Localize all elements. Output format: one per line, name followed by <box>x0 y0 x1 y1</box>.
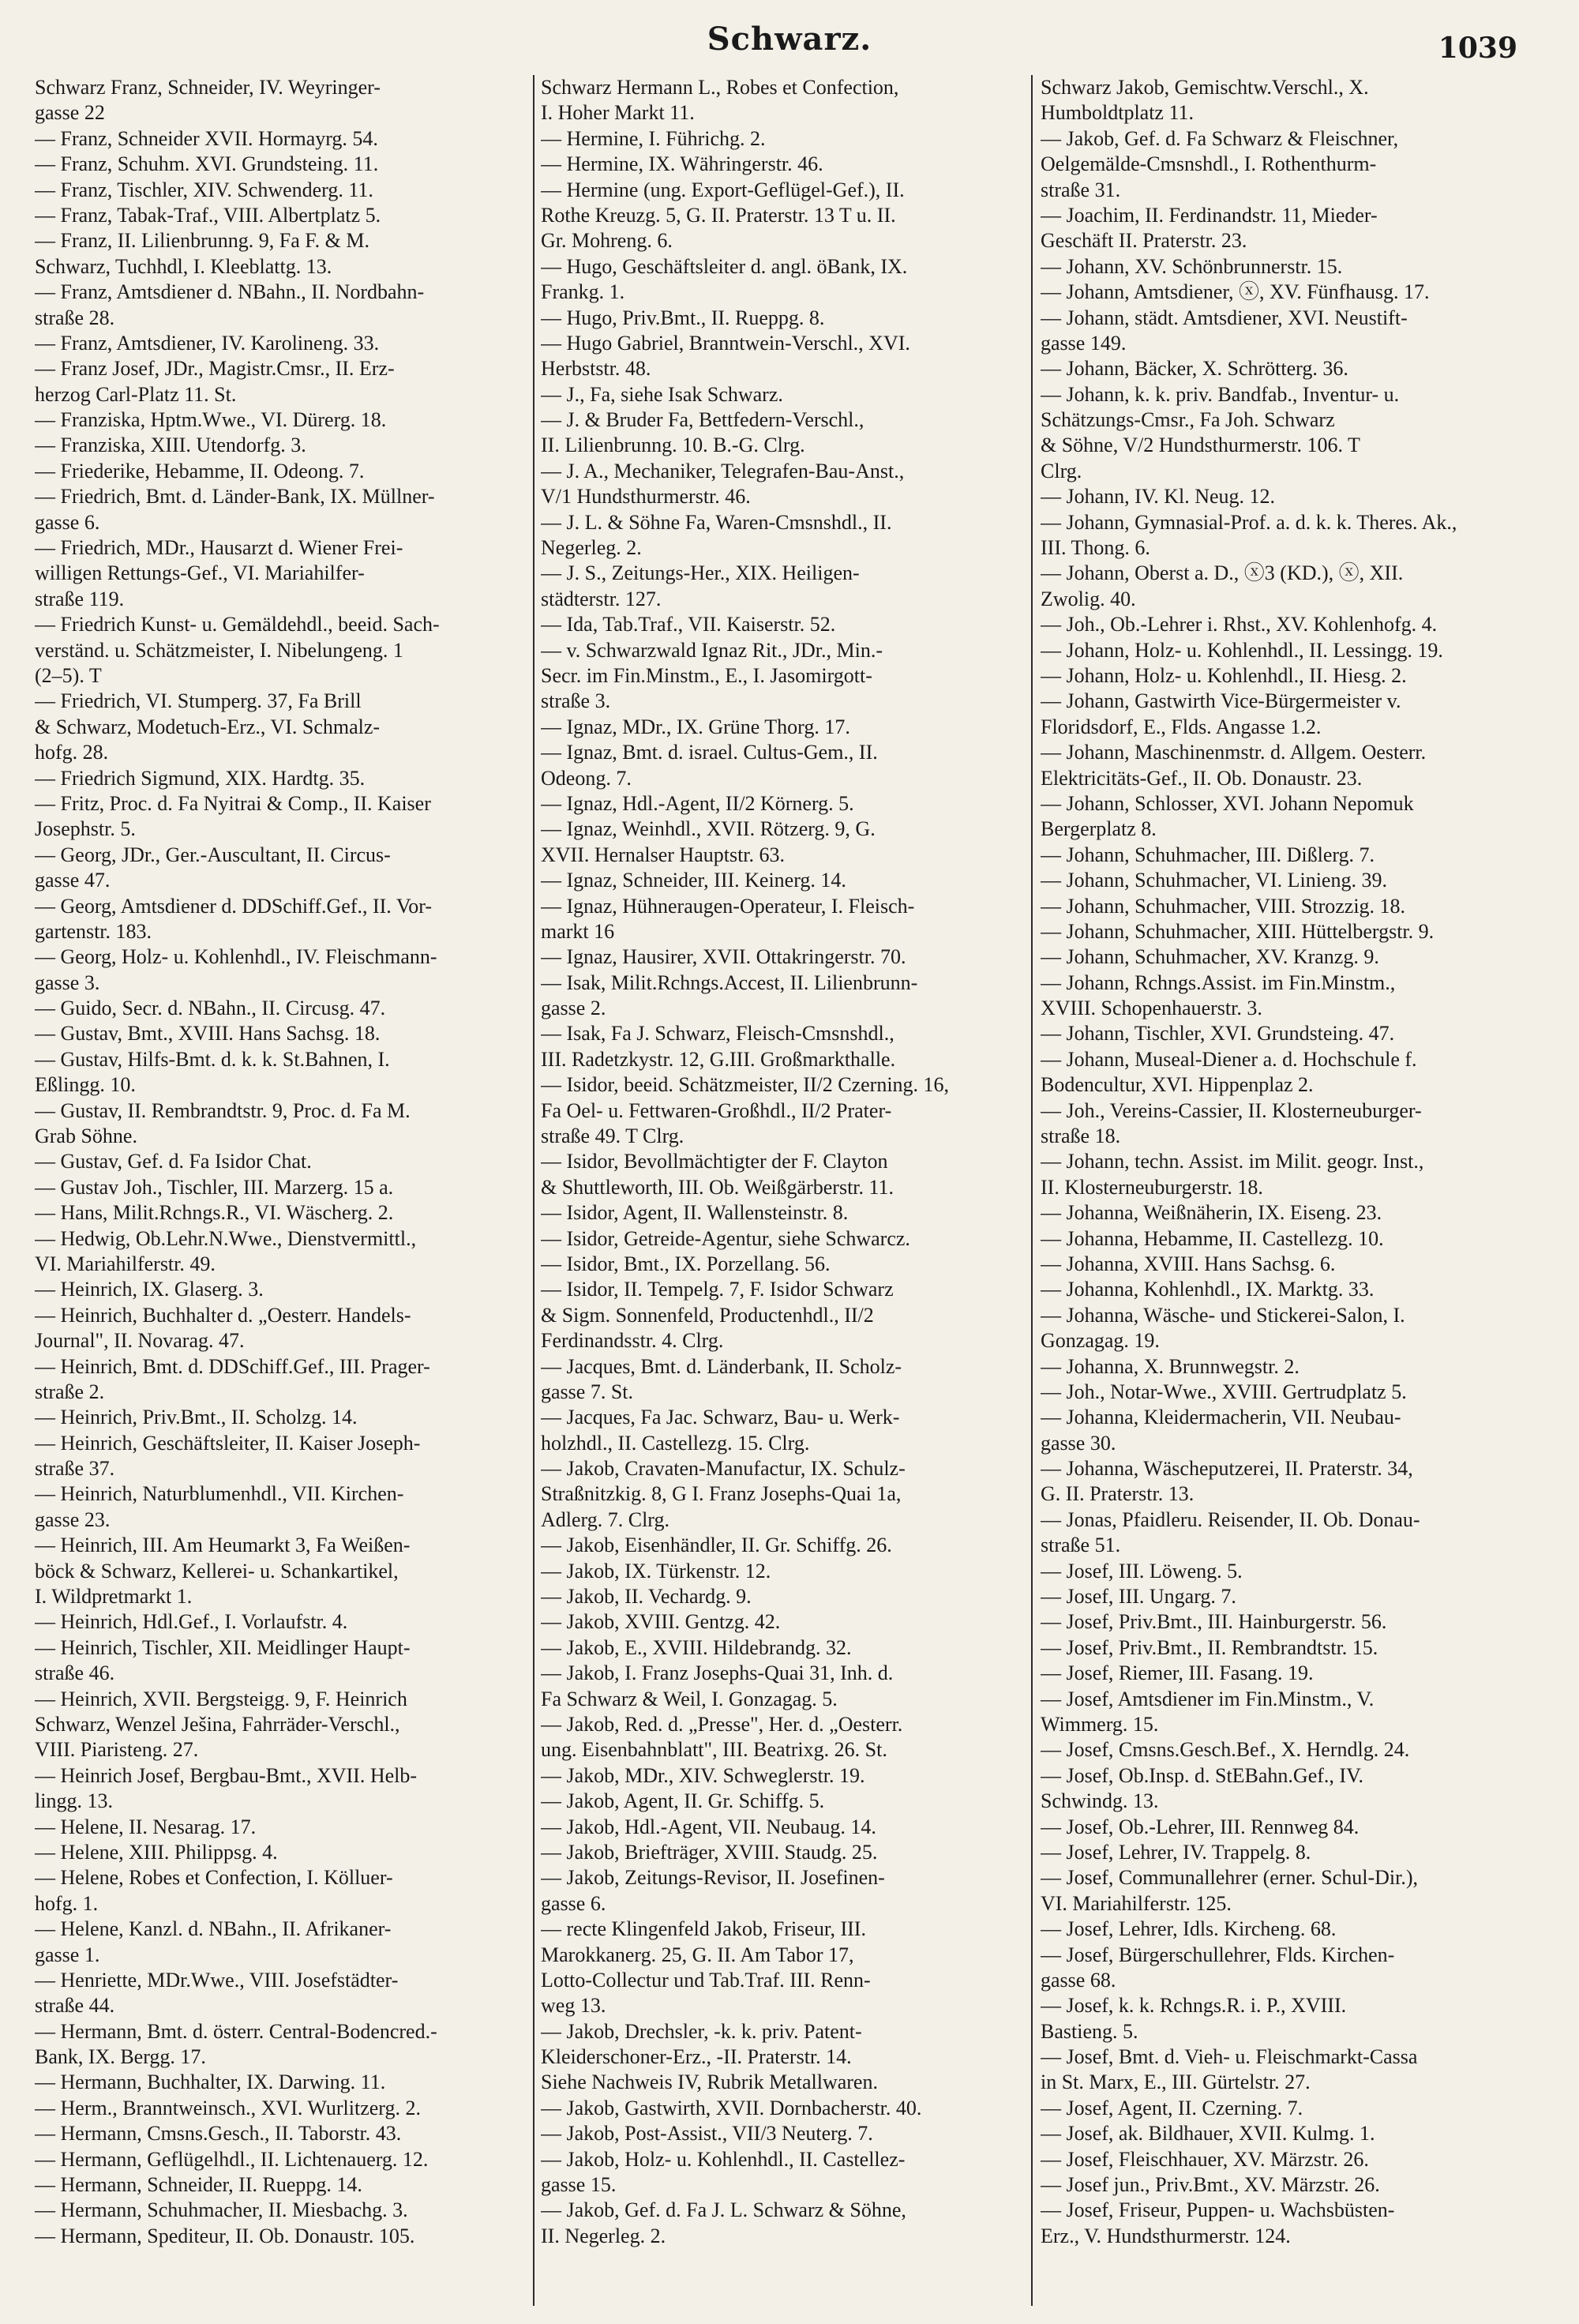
directory-entry-line: — v. Schwarzwald Ignaz Rit., JDr., Min.- <box>541 638 883 662</box>
directory-entry-line: — Franz Josef, JDr., Magistr.Cmsr., II. Erz- <box>35 357 395 381</box>
directory-entry-line: — Josef, III. Ungarg. 7. <box>1041 1585 1236 1609</box>
directory-entry-line: — Ida, Tab.Traf., VII. Kaiserstr. 52. <box>541 613 836 636</box>
directory-entry-line: Grab Söhne. <box>35 1124 137 1148</box>
directory-column-2 <box>541 75 1040 2306</box>
directory-entry-line: — Josef, Lehrer, Idls. Kircheng. 68. <box>1041 1917 1337 1941</box>
directory-entry-line: — Heinrich, Buchhalter d. „Oesterr. Handels- <box>35 1303 411 1327</box>
directory-entry-line: — Ignaz, Schneider, III. Keinerg. 14. <box>541 869 846 892</box>
page-header-title: Schwarz. <box>707 21 872 58</box>
directory-entry-line: II. Klosterneuburgerstr. 18. <box>1041 1175 1263 1199</box>
directory-entry-line: — Johann, IV. Kl. Neug. 12. <box>1041 485 1276 509</box>
directory-entry-line: — Jakob, Drechsler, -k. k. priv. Patent- <box>541 2019 862 2043</box>
directory-entry-line: Josephstr. 5. <box>35 817 136 841</box>
directory-entry-line: Schwindg. 13. <box>1041 1789 1159 1813</box>
directory-entry-line: — Helene, XIII. Philippsg. 4. <box>35 1840 278 1864</box>
directory-entry-line: Oelgemälde-Cmsnshdl., I. Rothenthurm- <box>1041 152 1377 176</box>
directory-entry-line: — Josef, Cmsns.Gesch.Bef., X. Herndlg. 24. <box>1041 1738 1410 1762</box>
directory-entry-line: straße 3. <box>541 689 611 713</box>
directory-entry-line: — J. A., Mechaniker, Telegrafen-Bau-Anst., <box>541 459 905 482</box>
directory-entry-line: Humboldtplatz 11. <box>1041 101 1195 125</box>
directory-entry-line: — Johann, Holz- u. Kohlenhdl., II. Lessingg. 19. <box>1041 638 1443 662</box>
directory-entry-line: — Herm., Branntweinsch., XVI. Wurlitzerg. 2. <box>35 2096 421 2119</box>
directory-entry-line: — Joachim, II. Ferdinandstr. 11, Mieder- <box>1041 203 1378 227</box>
directory-entry-line: — Johann, Maschinenmstr. d. Allgem. Oesterr. <box>1041 741 1427 764</box>
directory-entry-line: — Jakob, Cravaten-Manufactur, IX. Schulz- <box>541 1457 906 1481</box>
directory-entry-line: — Heinrich, XVII. Bergsteigg. 9, F. Heinrich <box>35 1687 407 1710</box>
directory-entry-line: — Jakob, I. Franz Josephs-Quai 31, Inh. d. <box>541 1661 894 1685</box>
directory-entry-line: — Jacques, Bmt. d. Länderbank, II. Scholz- <box>541 1354 902 1378</box>
directory-entry-line: — Hermann, Spediteur, II. Ob. Donaustr. 105. <box>35 2224 415 2247</box>
directory-entry-line: gasse 47. <box>35 869 111 892</box>
directory-entry-line: straße 31. <box>1041 178 1121 201</box>
directory-entry-line: Schwarz Franz, Schneider, IV. Weyringer- <box>35 76 381 99</box>
directory-entry-line: — Isidor, II. Tempelg. 7, F. Isidor Schwarz <box>541 1278 894 1301</box>
directory-entry-line: — Gustav, Bmt., XVIII. Hans Sachsg. 18. <box>35 1022 381 1046</box>
directory-entry-line: II. Lilienbrunng. 10. B.-G. Clrg. <box>541 434 805 457</box>
directory-entry-line: verständ. u. Schätzmeister, I. Nibelungeng. 1 <box>35 638 403 662</box>
directory-entry-line: Eßlingg. 10. <box>35 1073 136 1097</box>
directory-entry-line: — Jakob, Briefträger, XVIII. Staudg. 25. <box>541 1840 878 1864</box>
directory-entry-line: — Hermann, Schneider, II. Rueppg. 14. <box>35 2173 362 2197</box>
directory-entry-line: — Franziska, Hptm.Wwe., VI. Dürerg. 18. <box>35 408 387 432</box>
directory-entry-line: — Fritz, Proc. d. Fa Nyitrai & Comp., II. Kaiser <box>35 791 431 815</box>
directory-entry-line: gasse 2. <box>541 997 606 1020</box>
directory-entry-line: — Ignaz, Weinhdl., XVII. Rötzerg. 9, G. <box>541 817 876 841</box>
directory-entry-line: weg 13. <box>541 1994 606 2018</box>
directory-entry-line: — Hedwig, Ob.Lehr.N.Wwe., Dienstvermittl., <box>35 1226 417 1250</box>
directory-entry-line: — Jakob, Holz- u. Kohlenhdl., II. Castellez- <box>541 2147 906 2171</box>
directory-entry-line: hofg. 1. <box>35 1891 99 1915</box>
directory-entry-line: Marokkanerg. 25, G. II. Am Tabor 17, <box>541 1943 854 1966</box>
directory-entry-line: Clrg. <box>1041 459 1082 482</box>
directory-entry-line: — Jakob, Eisenhändler, II. Gr. Schiffg. 26. <box>541 1534 892 1557</box>
directory-entry-line: — Helene, Robes et Confection, I. Kölluer- <box>35 1866 393 1890</box>
directory-entry-line: — Josef, Bürgerschullehrer, Flds. Kirchen- <box>1041 1943 1395 1966</box>
directory-entry-line: — Josef, ak. Bildhauer, XVII. Kulmg. 1. <box>1041 2122 1375 2146</box>
directory-entry-line: Bank, IX. Bergg. 17. <box>35 2045 206 2069</box>
directory-entry-line: I. Hoher Markt 11. <box>541 101 695 125</box>
directory-entry-line: — Johann, Schuhmacher, III. Dißlerg. 7. <box>1041 843 1375 866</box>
directory-entry-line: — Friedrich, MDr., Hausarzt d. Wiener Frei- <box>35 536 403 560</box>
directory-entry-line: Bastieng. 5. <box>1041 2019 1138 2043</box>
directory-entry-line: — Franz, Tabak-Traf., VIII. Albertplatz 5. <box>35 203 381 227</box>
directory-entry-line: — Friedrich, VI. Stumperg. 37, Fa Brill <box>35 689 362 713</box>
directory-entry-line: — Heinrich, IX. Glaserg. 3. <box>35 1278 264 1301</box>
directory-entry-line: Zwolig. 40. <box>1041 587 1136 610</box>
directory-entry-line: — Georg, Amtsdiener d. DDSchiff.Gef., II. Vor- <box>35 894 433 918</box>
directory-entry-line: — Johann, Holz- u. Kohlenhdl., II. Hiesg. 2. <box>1041 663 1407 687</box>
directory-entry-line: — Johann, Schuhmacher, XIII. Hüttelbergstr. 9. <box>1041 919 1435 943</box>
directory-entry-line: — Jakob, Agent, II. Gr. Schiffg. 5. <box>541 1789 825 1813</box>
directory-entry-line: — Franz, Schneider XVII. Hormayrg. 54. <box>35 126 378 150</box>
directory-entry-line: — Hermine, IX. Währingerstr. 46. <box>541 152 823 176</box>
directory-entry-line: — Jakob, Post-Assist., VII/3 Neuterg. 7. <box>541 2122 873 2146</box>
directory-entry-line: ung. Eisenbahnblatt", III. Beatrixg. 26. St. <box>541 1738 887 1762</box>
directory-entry-line: — Jakob, Zeitungs-Revisor, II. Josefinen- <box>541 1866 885 1890</box>
directory-entry-line: — Johann, Tischler, XVI. Grundsteing. 47. <box>1041 1022 1395 1046</box>
directory-entry-line: & Söhne, V/2 Hundsthurmerstr. 106. T <box>1041 434 1360 457</box>
directory-entry-line: VIII. Piaristeng. 27. <box>35 1738 199 1762</box>
directory-entry-line: Geschäft II. Praterstr. 23. <box>1041 229 1247 253</box>
directory-entry-line: — Johann, Museal-Diener a. d. Hochschule f. <box>1041 1047 1417 1071</box>
directory-entry-line: V/1 Hundsthurmerstr. 46. <box>541 485 751 509</box>
directory-entry-line: Elektricitäts-Gef., II. Ob. Donaustr. 23. <box>1041 766 1363 790</box>
directory-entry-line: — Georg, JDr., Ger.-Auscultant, II. Circus- <box>35 843 391 866</box>
directory-entry-line: herzog Carl-Platz 11. St. <box>35 382 237 406</box>
directory-entry-line: — Joh., Ob.-Lehrer i. Rhst., XV. Kohlenhofg. 4. <box>1041 613 1438 636</box>
directory-entry-line: — Josef, Ob.Insp. d. StEBahn.Gef., IV. <box>1041 1763 1363 1787</box>
directory-entry-line: — Jakob, II. Vechardg. 9. <box>541 1585 752 1609</box>
directory-entry-line: — Johann, Schuhmacher, VIII. Strozzig. 18. <box>1041 894 1406 918</box>
directory-entry-line: — Franz, Amtsdiener, IV. Karolineng. 33. <box>35 331 380 355</box>
directory-entry-line: — Franz, II. Lilienbrunng. 9, Fa F. & M. <box>35 229 369 253</box>
directory-entry-line: — Hermine (ung. Export-Geflügel-Gef.), II. <box>541 178 905 201</box>
directory-entry-line: — Josef, Riemer, III. Fasang. 19. <box>1041 1661 1314 1685</box>
directory-entry-line: — Isidor, Bevollmächtigter der F. Clayton <box>541 1150 888 1173</box>
directory-entry-line: — Ignaz, Bmt. d. israel. Cultus-Gem., II. <box>541 741 878 764</box>
directory-entry-line: gasse 149. <box>1041 331 1127 355</box>
directory-entry-line: — Gustav, II. Rembrandtstr. 9, Proc. d. Fa M. <box>35 1098 411 1122</box>
directory-entry-line: — Johann, k. k. priv. Bandfab., Inventur- u. <box>1041 382 1400 406</box>
directory-entry-line: straße 28. <box>35 306 115 329</box>
directory-entry-line: G. II. Praterstr. 13. <box>1041 1482 1195 1506</box>
directory-entry-line: straße 49. T Clrg. <box>541 1124 684 1148</box>
directory-entry-line: Secr. im Fin.Minstm., E., I. Jasomirgott- <box>541 663 872 687</box>
directory-entry-line: gasse 30. <box>1041 1431 1116 1455</box>
directory-entry-line: & Sigm. Sonnenfeld, Productenhdl., II/2 <box>541 1303 874 1327</box>
directory-column-3 <box>1041 75 1562 2306</box>
directory-entry-line: — Johanna, Wäsche- und Stickerei-Salon, I. <box>1041 1303 1405 1327</box>
directory-entry-line: — Isidor, Bmt., IX. Porzellang. 56. <box>541 1252 831 1275</box>
directory-entry-line: Adlerg. 7. Clrg. <box>541 1507 669 1531</box>
directory-entry-line: VI. Mariahilferstr. 125. <box>1041 1891 1232 1915</box>
directory-entry-line: Straßnitzkig. 8, G I. Franz Josephs-Quai 1a, <box>541 1482 902 1506</box>
directory-entry-line: städterstr. 127. <box>541 587 662 610</box>
directory-entry-line: — Heinrich, III. Am Heumarkt 3, Fa Weißen- <box>35 1534 411 1557</box>
directory-entry-line: straße 44. <box>35 1994 115 2018</box>
directory-entry-line: — Josef, Fleischhauer, XV. Märzstr. 26. <box>1041 2147 1369 2171</box>
directory-entry-line: — Joh., Vereins-Cassier, II. Klosterneuburger- <box>1041 1098 1422 1122</box>
directory-entry-line: — Heinrich Josef, Bergbau-Bmt., XVII. Helb- <box>35 1763 418 1787</box>
directory-entry-line: — Isidor, Agent, II. Wallensteinstr. 8. <box>541 1201 849 1225</box>
directory-entry-line: — Josef, Communallehrer (erner. Schul-Dir.), <box>1041 1866 1418 1890</box>
directory-entry-line: — J. L. & Söhne Fa, Waren-Cmsnshdl., II. <box>541 510 892 534</box>
directory-entry-line: straße 37. <box>35 1457 115 1481</box>
directory-entry-line: Ferdinandsstr. 4. Clrg. <box>541 1329 724 1353</box>
directory-entry-line: — Friederike, Hebamme, II. Odeong. 7. <box>35 459 365 482</box>
directory-entry-line: gasse 3. <box>35 971 100 994</box>
directory-entry-line: — Johann, techn. Assist. im Milit. geogr. Inst., <box>1041 1150 1424 1173</box>
directory-entry-line: — Franziska, XIII. Utendorfg. 3. <box>35 434 306 457</box>
directory-entry-line: Schwarz Jakob, Gemischtw.Verschl., X. <box>1041 76 1369 99</box>
directory-entry-line: — Isidor, Getreide-Agentur, siehe Schwarcz. <box>541 1226 910 1250</box>
directory-entry-line: straße 18. <box>1041 1124 1121 1148</box>
directory-entry-line: straße 2. <box>35 1380 105 1403</box>
directory-entry-line: — Heinrich, Naturblumenhdl., VII. Kirchen- <box>35 1482 404 1506</box>
directory-entry-line: — Hugo, Geschäftsleiter d. angl. öBank, IX. <box>541 254 908 278</box>
directory-entry-line: — Jonas, Pfaidleru. Reisender, II. Ob. Donau- <box>1041 1507 1420 1531</box>
directory-entry-line: III. Radetzkystr. 12, G.III. Großmarkthalle. <box>541 1047 896 1071</box>
directory-entry-line: Erz., V. Hundsthurmerstr. 124. <box>1041 2224 1291 2247</box>
page-number: 1039 <box>1438 32 1517 65</box>
directory-entry-line: Kleiderschoner-Erz., -II. Praterstr. 14. <box>541 2045 852 2069</box>
directory-entry-line: — Georg, Holz- u. Kohlenhdl., IV. Fleischmann- <box>35 945 437 969</box>
directory-entry-line: markt 16 <box>541 919 615 943</box>
directory-entry-line: holzhdl., II. Castellezg. 15. Clrg. <box>541 1431 810 1455</box>
directory-entry-line: — Johann, Schuhmacher, VI. Linieng. 39. <box>1041 869 1387 892</box>
directory-entry-line: Gr. Mohreng. 6. <box>541 229 673 253</box>
directory-entry-line: — Josef, Lehrer, IV. Trappelg. 8. <box>1041 1840 1311 1864</box>
directory-entry-line: — Gustav, Gef. d. Fa Isidor Chat. <box>35 1150 312 1173</box>
directory-entry-line: Bodencultur, XVI. Hippenplaz 2. <box>1041 1073 1314 1097</box>
directory-entry-line: Negerleg. 2. <box>541 536 642 560</box>
directory-entry-line: — Johanna, Wäscheputzerei, II. Praterstr. 34, <box>1041 1457 1413 1481</box>
directory-entry-line: Odeong. 7. <box>541 766 632 790</box>
directory-entry-line: hofg. 28. <box>35 741 109 764</box>
directory-entry-line: — Friedrich Sigmund, XIX. Hardtg. 35. <box>35 766 366 790</box>
directory-entry-line: willigen Rettungs-Gef., VI. Mariahilfer- <box>35 561 365 585</box>
directory-entry-line: Schwarz, Tuchhdl, I. Kleeblattg. 13. <box>35 254 332 278</box>
directory-entry-line: Siehe Nachweis IV, Rubrik Metallwaren. <box>541 2071 878 2094</box>
directory-entry-line: — Franz, Tischler, XIV. Schwenderg. 11. <box>35 178 373 201</box>
directory-entry-line: Fa Oel- u. Fettwaren-Großhdl., II/2 Prater- <box>541 1098 892 1122</box>
directory-entry-line: — Josef, k. k. Rchngs.R. i. P., XVIII. <box>1041 1994 1347 2018</box>
directory-entry-line: (2–5). T <box>35 663 102 687</box>
directory-entry-line: — Hugo, Priv.Bmt., II. Rueppg. 8. <box>541 306 825 329</box>
directory-entry-line: straße 119. <box>35 587 125 610</box>
directory-entry-line: XVIII. Schopenhauerstr. 3. <box>1041 997 1262 1020</box>
directory-entry-line: gasse 7. St. <box>541 1380 633 1403</box>
directory-entry-line: — Friedrich, Bmt. d. Länder-Bank, IX. Müllner- <box>35 485 435 509</box>
directory-entry-line: — Josef, III. Löweng. 5. <box>1041 1559 1243 1582</box>
directory-entry-line: — Johann, Schuhmacher, XV. Kranzg. 9. <box>1041 945 1379 969</box>
directory-entry-line: — Johann, städt. Amtsdiener, XVI. Neustift- <box>1041 306 1408 329</box>
directory-entry-line: — Jakob, XVIII. Gentzg. 42. <box>541 1610 781 1634</box>
directory-entry-line: — Jakob, Gef. d. Fa J. L. Schwarz & Söhne, <box>541 2198 906 2222</box>
directory-entry-line: — Johann, Gymnasial-Prof. a. d. k. k. Theres. Ak., <box>1041 510 1457 534</box>
directory-entry-line: — Josef, Priv.Bmt., III. Hainburgerstr. 56. <box>1041 1610 1387 1634</box>
directory-entry-line: — Johanna, Kleidermacherin, VII. Neubau- <box>1041 1406 1401 1429</box>
directory-entry-line: — Johanna, Weißnäherin, IX. Eiseng. 23. <box>1041 1201 1382 1225</box>
directory-entry-line: Lotto-Collectur und Tab.Traf. III. Renn- <box>541 1968 871 1992</box>
directory-entry-line: gasse 1. <box>35 1943 100 1966</box>
directory-entry-line: — Hermine, I. Führichg. 2. <box>541 126 766 150</box>
directory-column-1 <box>35 75 534 2306</box>
directory-entry-line: gasse 15. <box>541 2173 617 2197</box>
directory-entry-line: — Jakob, Red. d. „Presse", Her. d. „Oesterr. <box>541 1713 903 1736</box>
directory-entry-line: III. Thong. 6. <box>1041 536 1150 560</box>
directory-entry-line: Floridsdorf, E., Flds. Angasse 1.2. <box>1041 715 1322 738</box>
directory-entry-line: — Helene, II. Nesarag. 17. <box>35 1815 257 1838</box>
directory-entry-line: — Franz, Amtsdiener d. NBahn., II. Nordbahn- <box>35 280 425 304</box>
directory-entry-line: — Jakob, IX. Türkenstr. 12. <box>541 1559 771 1582</box>
directory-entry-line: — Friedrich Kunst- u. Gemäldehdl., beeid. Sach- <box>35 613 440 636</box>
directory-entry-line: — Johann, XV. Schönbrunnerstr. 15. <box>1041 254 1343 278</box>
directory-entry-line: — Ignaz, Hdl.-Agent, II/2 Körnerg. 5. <box>541 791 854 815</box>
directory-entry-line: — Jakob, Hdl.-Agent, VII. Neubaug. 14. <box>541 1815 876 1838</box>
directory-entry-line: gasse 22 <box>35 101 105 125</box>
directory-entry-line: I. Wildpretmarkt 1. <box>35 1585 193 1609</box>
directory-entry-line: — Gustav Joh., Tischler, III. Marzerg. 15 a. <box>35 1175 394 1199</box>
directory-entry-line: & Shuttleworth, III. Ob. Weißgärberstr. 11. <box>541 1175 895 1199</box>
directory-entry-line: — Ignaz, Hausirer, XVII. Ottakringerstr. 70. <box>541 945 906 969</box>
directory-entry-line: — Josef jun., Priv.Bmt., XV. Märzstr. 26. <box>1041 2173 1380 2197</box>
directory-entry-line: Herbststr. 48. <box>541 357 651 381</box>
directory-entry-line: in St. Marx, E., III. Gürtelstr. 27. <box>1041 2071 1311 2094</box>
directory-entry-line: — Johann, Schlosser, XVI. Johann Nepomuk <box>1041 791 1414 815</box>
directory-entry-line: VI. Mariahilferstr. 49. <box>35 1252 216 1275</box>
directory-entry-line: Frankg. 1. <box>541 280 625 304</box>
directory-entry-line: — Josef, Ob.-Lehrer, III. Rennweg 84. <box>1041 1815 1360 1838</box>
directory-entry-line: Schätzungs-Cmsr., Fa Joh. Schwarz <box>1041 408 1335 432</box>
directory-entry-line: — Johanna, Kohlenhdl., IX. Marktg. 33. <box>1041 1278 1375 1301</box>
directory-entry-line: — Johann, Gastwirth Vice-Bürgermeister v. <box>1041 689 1401 713</box>
directory-entry-line: böck & Schwarz, Kellerei- u. Schankartikel, <box>35 1559 399 1582</box>
directory-entry-line: Journal", II. Novarag. 47. <box>35 1329 245 1353</box>
directory-entry-line: XVII. Hernalser Hauptstr. 63. <box>541 843 786 866</box>
directory-entry-line: — Joh., Notar-Wwe., XVIII. Gertrudplatz 5. <box>1041 1380 1407 1403</box>
directory-entry-line: — Jakob, Gastwirth, XVII. Dornbacherstr. 40. <box>541 2096 922 2119</box>
directory-entry-line: Wimmerg. 15. <box>1041 1713 1159 1736</box>
directory-entry-line: — recte Klingenfeld Jakob, Friseur, III. <box>541 1917 866 1941</box>
directory-entry-line: — Isidor, beeid. Schätzmeister, II/2 Czerning. 16, <box>541 1073 950 1097</box>
directory-entry-line: — Heinrich, Bmt. d. DDSchiff.Gef., III. Prager- <box>35 1354 430 1378</box>
directory-entry-line: Bergerplatz 8. <box>1041 817 1157 841</box>
directory-entry-line: Schwarz, Wenzel Ješina, Fahrräder-Verschl., <box>35 1713 400 1736</box>
directory-entry-line: — Johann, Bäcker, X. Schrötterg. 36. <box>1041 357 1348 381</box>
directory-entry-line: — Johanna, Hebamme, II. Castellezg. 10. <box>1041 1226 1384 1250</box>
directory-entry-line: — Ignaz, MDr., IX. Grüne Thorg. 17. <box>541 715 850 738</box>
directory-entry-line: gasse 23. <box>35 1507 111 1531</box>
directory-entry-line: — Jakob, MDr., XIV. Schweglerstr. 19. <box>541 1763 865 1787</box>
directory-entry-line: — Helene, Kanzl. d. NBahn., II. Afrikaner- <box>35 1917 392 1941</box>
directory-entry-line: — Hermann, Geflügelhdl., II. Lichtenauerg. 12. <box>35 2147 429 2171</box>
directory-entry-line: II. Negerleg. 2. <box>541 2224 666 2247</box>
directory-entry-line: gasse 6. <box>35 510 100 534</box>
directory-entry-line: — Hermann, Schuhmacher, II. Miesbachg. 3. <box>35 2198 408 2222</box>
directory-entry-line: — Heinrich, Hdl.Gef., I. Vorlaufstr. 4. <box>35 1610 348 1634</box>
directory-entry-line: — Hermann, Cmsns.Gesch., II. Taborstr. 43. <box>35 2122 402 2146</box>
directory-entry-line: Gonzagag. 19. <box>1041 1329 1160 1353</box>
directory-entry-line: — Guido, Secr. d. NBahn., II. Circusg. 47. <box>35 997 386 1020</box>
directory-entry-line: — Johann, Amtsdiener, ⓧ, XV. Fünfhausg. 17. <box>1041 280 1430 304</box>
directory-entry-line: — J. S., Zeitungs-Her., XIX. Heiligen- <box>541 561 860 585</box>
directory-entry-line: — Josef, Friseur, Puppen- u. Wachsbüsten- <box>1041 2198 1395 2222</box>
directory-entry-line: — Hugo Gabriel, Branntwein-Verschl., XVI. <box>541 331 910 355</box>
directory-entry-line: — Hermann, Bmt. d. österr. Central-Bodencred.- <box>35 2019 437 2043</box>
directory-entry-line: — Gustav, Hilfs-Bmt. d. k. k. St.Bahnen, I. <box>35 1047 390 1071</box>
directory-entry-line: — J. & Bruder Fa, Bettfedern-Verschl., <box>541 408 865 432</box>
directory-entry-line: straße 46. <box>35 1661 115 1685</box>
directory-entry-line: gartenstr. 183. <box>35 919 152 943</box>
directory-entry-line: — Heinrich, Geschäftsleiter, II. Kaiser Joseph- <box>35 1431 421 1455</box>
directory-entry-line: — J., Fa, siehe Isak Schwarz. <box>541 382 783 406</box>
directory-entry-line: — Hermann, Buchhalter, IX. Darwing. 11. <box>35 2071 386 2094</box>
directory-entry-line: — Jakob, Gef. d. Fa Schwarz & Fleischner, <box>1041 126 1399 150</box>
directory-entry-line: gasse 68. <box>1041 1968 1116 1992</box>
directory-entry-line: lingg. 13. <box>35 1789 113 1813</box>
directory-entry-line: — Josef, Bmt. d. Vieh- u. Fleischmarkt-Cassa <box>1041 2045 1418 2069</box>
directory-entry-line: — Franz, Schuhm. XVI. Grundsteing. 11. <box>35 152 379 176</box>
directory-entry-line: — Johanna, X. Brunnwegstr. 2. <box>1041 1354 1300 1378</box>
directory-entry-line: — Isak, Fa J. Schwarz, Fleisch-Cmsnshdl., <box>541 1022 895 1046</box>
directory-entry-line: straße 51. <box>1041 1534 1121 1557</box>
directory-entry-line: — Hans, Milit.Rchngs.R., VI. Wäscherg. 2. <box>35 1201 394 1225</box>
directory-entry-line: — Isak, Milit.Rchngs.Accest, II. Lilienbrunn- <box>541 971 918 994</box>
directory-entry-line: Schwarz Hermann L., Robes et Confection, <box>541 76 899 99</box>
directory-entry-line: — Johann, Rchngs.Assist. im Fin.Minstm., <box>1041 971 1396 994</box>
directory-entry-line: Fa Schwarz & Weil, I. Gonzagag. 5. <box>541 1687 838 1710</box>
directory-entry-line: — Heinrich, Priv.Bmt., II. Scholzg. 14. <box>35 1406 358 1429</box>
directory-entry-line: — Jacques, Fa Jac. Schwarz, Bau- u. Werk- <box>541 1406 900 1429</box>
directory-entry-line: & Schwarz, Modetuch-Erz., VI. Schmalz- <box>35 715 381 738</box>
directory-entry-line: gasse 6. <box>541 1891 606 1915</box>
directory-entry-line: Rothe Kreuzg. 5, G. II. Praterstr. 13 T u. II. <box>541 203 896 227</box>
directory-entry-line: — Henriette, MDr.Wwe., VIII. Josefstädter- <box>35 1968 399 1992</box>
directory-entry-line: — Jakob, E., XVIII. Hildebrandg. 32. <box>541 1635 852 1659</box>
directory-entry-line: — Ignaz, Hühneraugen-Operateur, I. Fleisch- <box>541 894 915 918</box>
directory-entry-line: — Josef, Amtsdiener im Fin.Minstm., V. <box>1041 1687 1375 1710</box>
directory-entry-line: — Johanna, XVIII. Hans Sachsg. 6. <box>1041 1252 1336 1275</box>
directory-entry-line: — Heinrich, Tischler, XII. Meidlinger Haupt- <box>35 1635 411 1659</box>
directory-entry-line: — Josef, Priv.Bmt., II. Rembrandtstr. 15. <box>1041 1635 1378 1659</box>
directory-entry-line: — Johann, Oberst a. D., ⓧ3 (KD.), ⓧ, XII. <box>1041 561 1404 585</box>
directory-entry-line: — Josef, Agent, II. Czerning. 7. <box>1041 2096 1303 2119</box>
